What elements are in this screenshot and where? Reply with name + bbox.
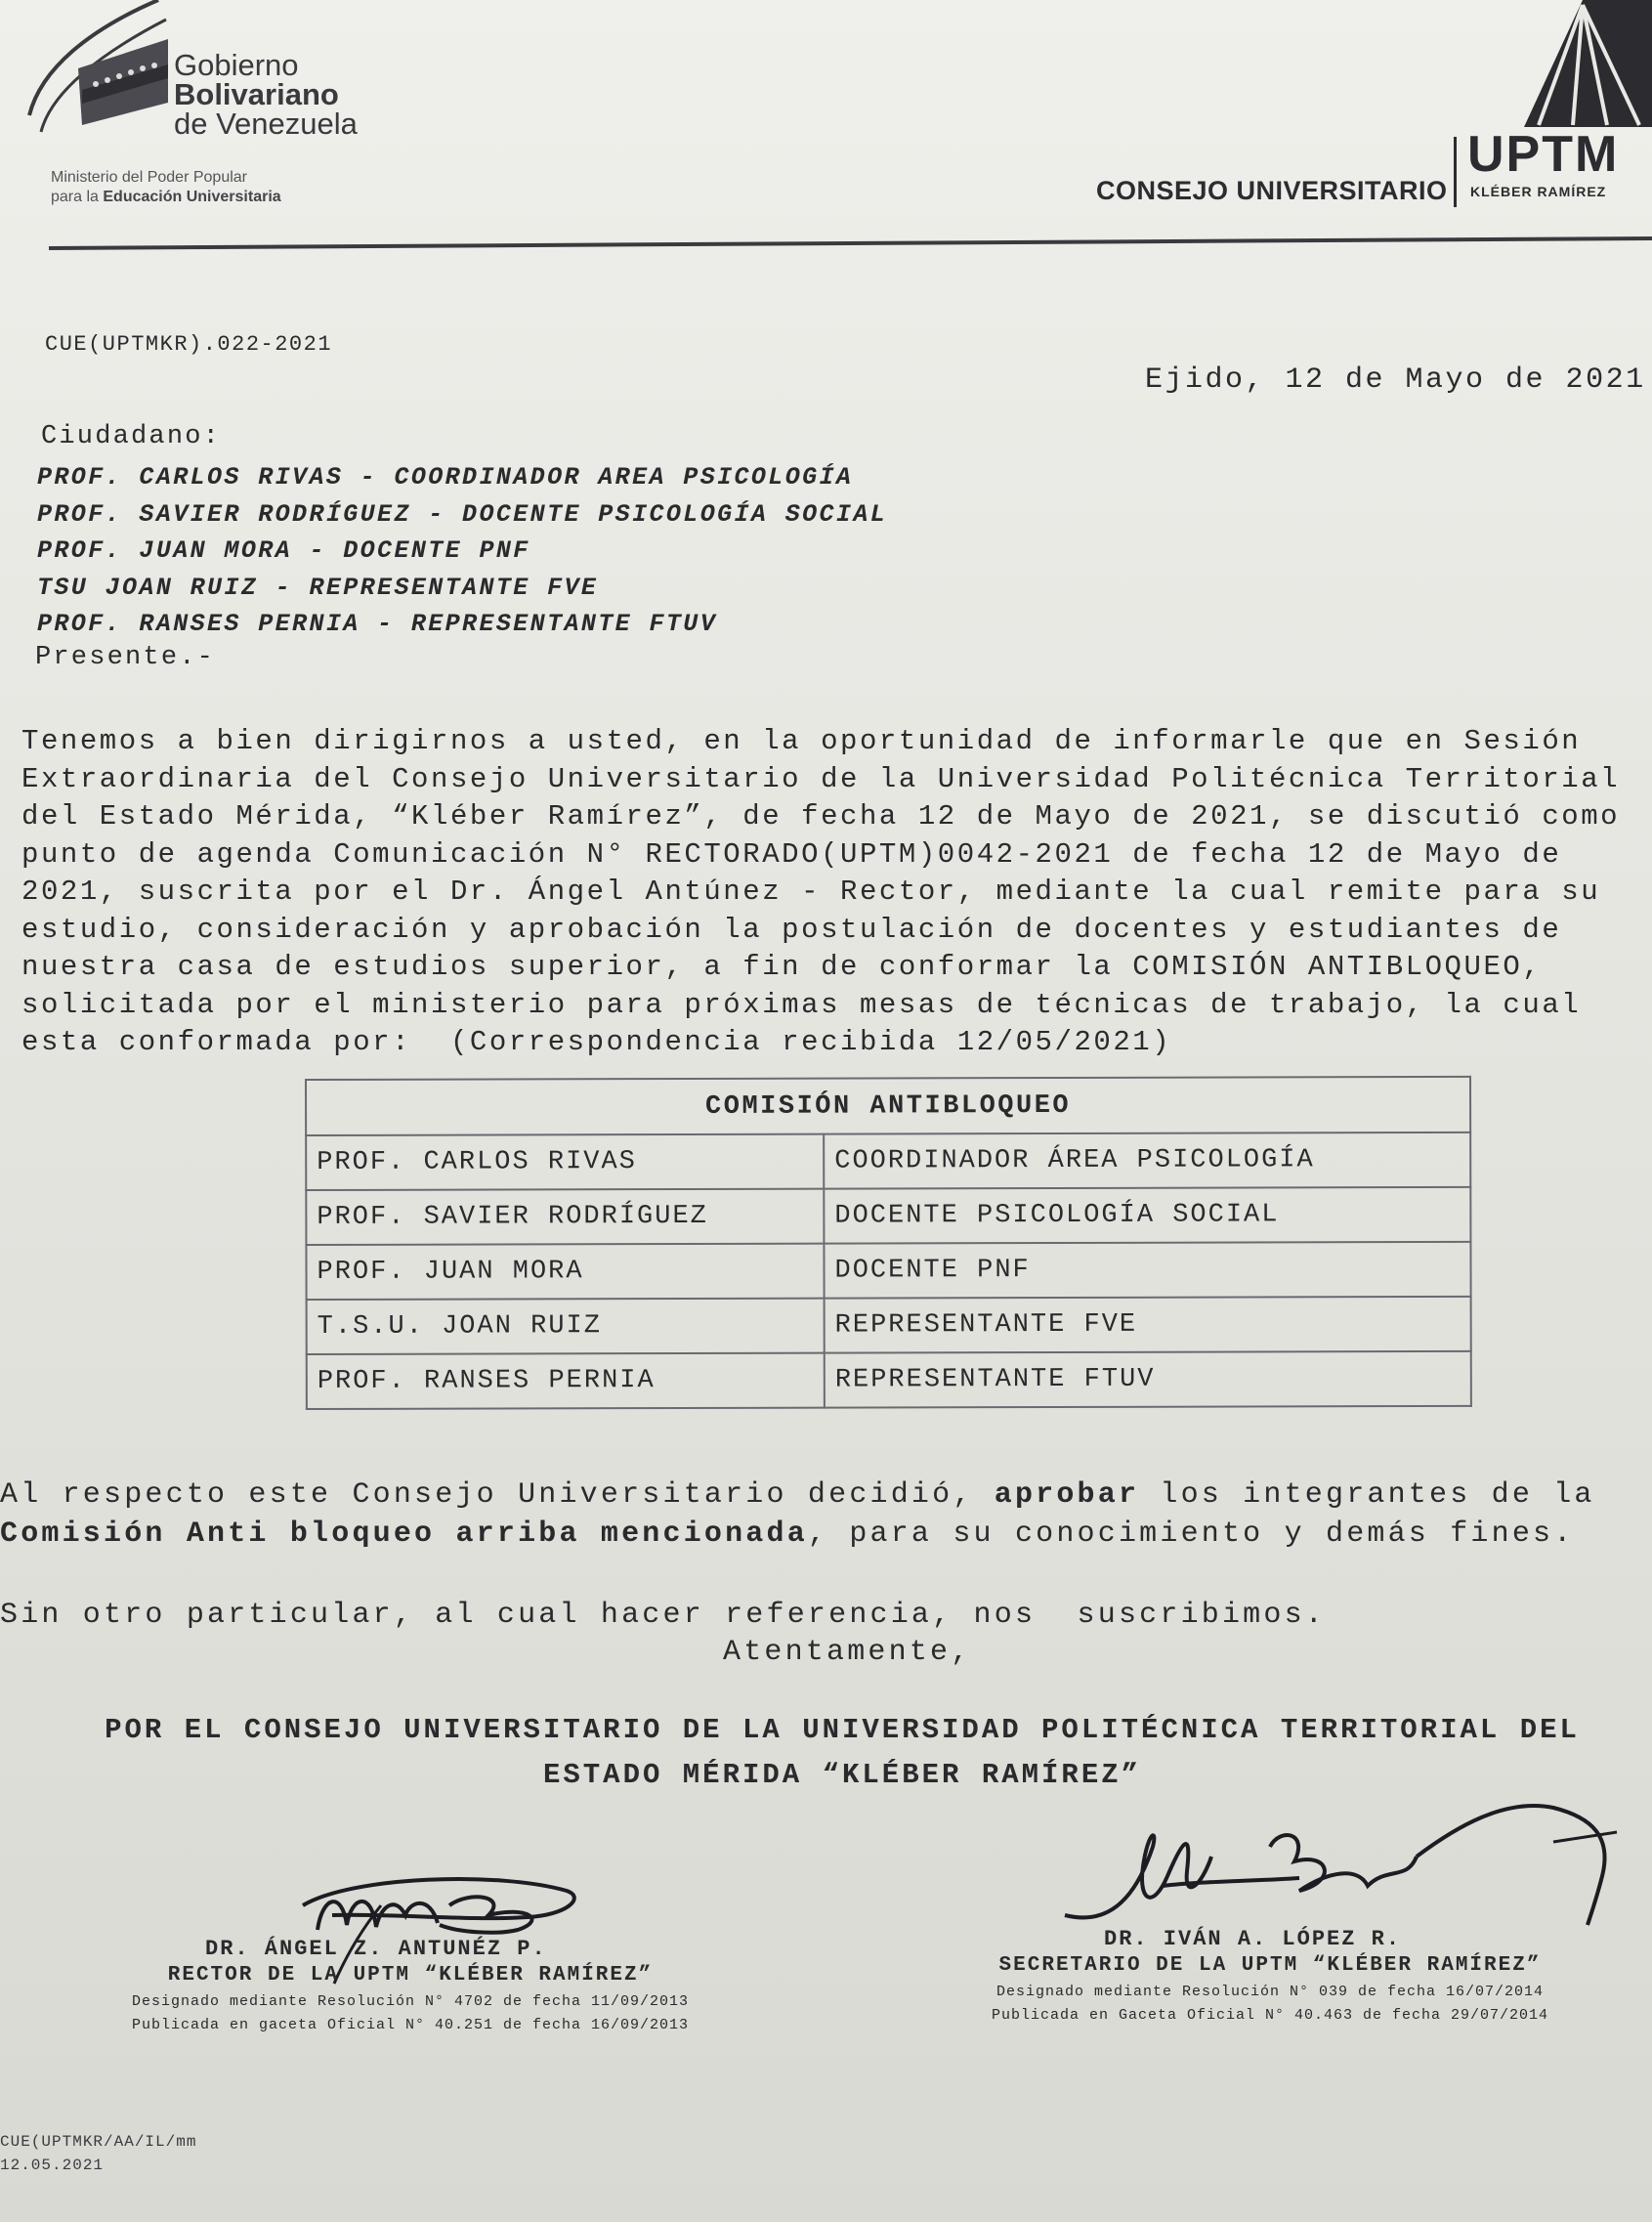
body-line: del Estado Mérida, “Kléber Ramírez”, de fecha 12 de Mayo de 2021, se discutió como [21, 800, 1621, 833]
decision-text: los integrantes de la [1139, 1478, 1595, 1512]
secretary-resolution: Designado mediante Resolución N° 039 de fecha 16/07/2014 [995, 1984, 1545, 2000]
secretary-gazette: Publicada en Gaceta Oficial N° 40.463 de fecha 29/07/2014 [991, 2007, 1549, 2024]
recipient: PROF. CARLOS RIVAS - COORDINADOR AREA PSICOLOGÍA [37, 463, 854, 491]
council-line-1: POR EL CONSEJO UNIVERSITARIO DE LA UNIVERSIDAD POLITÉCNICA TERRITORIAL DEL [105, 1714, 1580, 1746]
member-name: PROF. SAVIER RODRÍGUEZ [306, 1189, 824, 1245]
rector-role: RECTOR DE LA UPTM “KLÉBER RAMÍREZ” [167, 1964, 654, 1987]
ministry-line-1: Ministerio del Poder Popular [51, 169, 247, 186]
secretary-signature-block [899, 1927, 1641, 2028]
table-row [306, 1187, 1470, 1245]
rector-signature-block [39, 1937, 782, 2037]
member-name: PROF. CARLOS RIVAS [306, 1134, 824, 1190]
table-row [307, 1351, 1471, 1409]
decision-paragraph [0, 1475, 1595, 1554]
secretary-role: SECRETARIO DE LA UPTM “KLÉBER RAMÍREZ” [998, 1954, 1542, 1977]
header-separator [1454, 137, 1457, 207]
salutation: Ciudadano: [41, 422, 222, 451]
body-line: 2021, suscrita por el Dr. Ángel Antúnez - Rector, mediante la cual remite para su [21, 876, 1601, 908]
table-title: COMISIÓN ANTIBLOQUEO [306, 1077, 1470, 1135]
body-line: esta conformada por: (Correspondencia recibida 12/05/2021) [21, 1026, 1172, 1058]
reference-number: CUE(UPTMKR).022-2021 [45, 332, 333, 357]
uptm-wordmark: UPTM [1467, 126, 1620, 183]
council-line-2: ESTADO MÉRIDA “KLÉBER RAMÍREZ” [542, 1759, 1142, 1791]
ministry-line-2-bold: Educación Universitaria [103, 189, 281, 205]
body-line: Extraordinaria del Consejo Universitario de la Universidad Politécnica Territorial [21, 762, 1621, 795]
recipient: TSU JOAN RUIZ - REPRESENTANTE FVE [37, 573, 599, 602]
gov-line-2: Bolivariano [174, 77, 339, 111]
table-header-row [306, 1077, 1470, 1135]
recipient: PROF. RANSES PERNIA - REPRESENTANTE FTUV [37, 610, 718, 638]
footer-line-2: 12.05.2021 [0, 2157, 105, 2174]
member-name: T.S.U. JOAN RUIZ [307, 1299, 825, 1354]
decision-text: Al respecto este Consejo Universitario decidió, [0, 1478, 995, 1512]
ministry-name [51, 168, 281, 207]
consejo-universitario-label: CONSEJO UNIVERSITARIO [1096, 176, 1448, 205]
member-role: DOCENTE PSICOLOGÍA SOCIAL [824, 1187, 1470, 1244]
government-name [174, 48, 358, 141]
table-row [306, 1132, 1470, 1190]
body-line: estudio, consideración y aprobación la postulación de docentes y estudiantes de [21, 913, 1562, 946]
uptm-logo-icon [1465, 0, 1652, 137]
member-role: COORDINADOR ÁREA PSICOLOGÍA [824, 1132, 1470, 1189]
decision-commission: Comisión Anti bloqueo arriba mencionada [0, 1517, 808, 1551]
header-divider [49, 236, 1652, 250]
recipient: PROF. JUAN MORA - DOCENTE PNF [37, 536, 530, 565]
body-paragraph [21, 723, 1652, 1062]
decision-approve: aprobar [994, 1478, 1140, 1512]
letter-date: Ejido, 12 de Mayo de 2021 [1145, 363, 1646, 397]
atentamente: Atentamente, [723, 1636, 972, 1669]
member-role: REPRESENTANTE FTUV [825, 1351, 1471, 1408]
uptm-subtitle: KLÉBER RAMÍREZ [1470, 184, 1607, 199]
member-name: PROF. RANSES PERNIA [307, 1353, 825, 1409]
gov-line-3: de Venezuela [174, 107, 358, 141]
footer-line-1: CUE(UPTMKR/AA/IL/mm [0, 2133, 197, 2151]
council-signature-heading [51, 1708, 1633, 1798]
recipient: PROF. SAVIER RODRÍGUEZ - DOCENTE PSICOLOGÍA SOCIAL [37, 499, 888, 529]
body-line: punto de agenda Comunicación N° RECTORADO(UPTM)0042-2021 de fecha 12 de Mayo de [21, 837, 1562, 871]
decision-text: , para su conocimiento y demás fines. [807, 1517, 1575, 1551]
government-logo-icon [21, 0, 168, 142]
member-name: PROF. JUAN MORA [306, 1244, 824, 1300]
table-row [306, 1242, 1470, 1300]
gov-line-1: Gobierno [174, 48, 299, 82]
rector-gazette: Publicada en gaceta Oficial N° 40.251 de fecha 16/09/2013 [131, 2017, 690, 2033]
rector-name: DR. ÁNGEL Z. ANTUNÉZ P. [205, 1937, 547, 1961]
recipients-list [37, 459, 887, 643]
closing-line: Sin otro particular, al cual hacer referencia, nos suscribimos. [0, 1599, 1326, 1632]
body-line: solicitada por el ministerio para próximas mesas de técnicas de trabajo, la cual [21, 988, 1582, 1021]
presente: Presente.- [35, 643, 216, 672]
member-role: DOCENTE PNF [824, 1242, 1470, 1299]
secretary-name: DR. IVÁN A. LÓPEZ R. [1104, 1927, 1402, 1951]
table-row [307, 1297, 1471, 1354]
member-role: REPRESENTANTE FVE [825, 1297, 1471, 1353]
footer-initials [0, 2130, 196, 2177]
body-line: nuestra casa de estudios superior, a fin de conformar la COMISIÓN ANTIBLOQUEO, [21, 951, 1543, 983]
ministry-line-2-prefix: para la [51, 189, 104, 205]
body-line: Tenemos a bien dirigirnos a usted, en la oportunidad de informarle que en Sesión [21, 725, 1582, 757]
rector-resolution: Designado mediante Resolución N° 4702 de fecha 11/09/2013 [131, 1993, 690, 2010]
commission-table [305, 1076, 1472, 1410]
